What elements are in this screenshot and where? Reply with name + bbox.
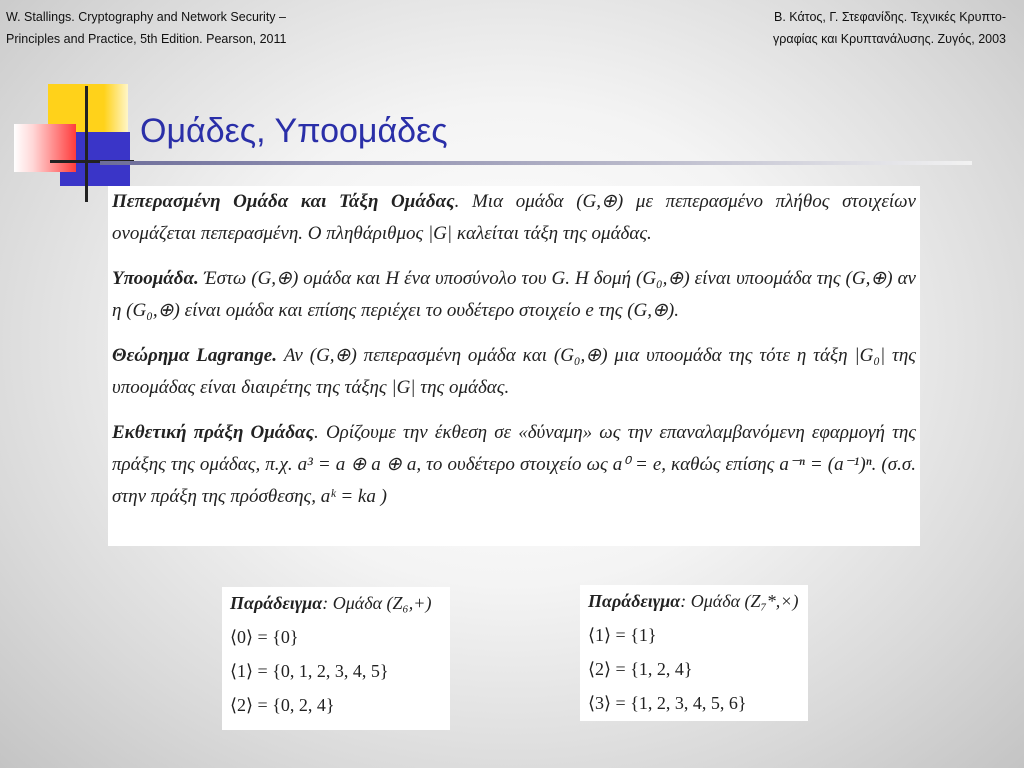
term-lagrange: Θεώρημα Lagrange. [112, 345, 277, 366]
term-finite-group: Πεπερασμένη Ομάδα και Τάξη Ομάδας [112, 191, 455, 212]
citation-katos [773, 6, 1006, 50]
example-row: ⟨3⟩ = {1, 2, 3, 4, 5, 6} [588, 693, 747, 713]
paragraph-lagrange [112, 340, 916, 404]
example-row: ⟨1⟩ = {0, 1, 2, 3, 4, 5} [230, 661, 389, 681]
citation-line: γραφίας και Κρυπτανάλυσης. Ζυγός, 2003 [772, 32, 1006, 46]
decor-vertical-line [85, 86, 88, 202]
example-z7 [580, 585, 808, 721]
example-row: ⟨0⟩ = {0} [230, 627, 299, 647]
example-heading [230, 593, 442, 614]
example-z6 [222, 587, 450, 730]
example-group: : Ομάδα (Z₇*,×) [680, 591, 799, 611]
citation-line: Β. Κάτος, Γ. Στεφανίδης. Τεχνικές Κρυπτο- [773, 10, 1006, 24]
title-underline [100, 161, 972, 165]
example-label: Παράδειγμα [588, 591, 681, 611]
definitions-box [108, 186, 920, 546]
example-heading [588, 591, 800, 612]
paragraph-subgroup [112, 263, 916, 327]
term-subgroup: Υποομάδα. [112, 268, 199, 289]
example-group: : Ομάδα (Z₆,+) [322, 593, 432, 613]
citation-line: W. Stallings. Cryptography and Network Security – [6, 10, 286, 24]
paragraph-body: . Μια ομάδα (G,⊕) με πεπερασμένο πλήθος στοιχείων ονομάζεται πεπερασμένη. Ο πληθάριθμος |G| καλείται τάξη της ομάδας. [112, 191, 916, 244]
paragraph-finite-group [112, 186, 916, 250]
paragraph-exponent [112, 417, 916, 513]
slide-title: Ομάδες, Υποομάδες [140, 112, 448, 150]
decor-red-square [14, 124, 76, 172]
example-row: ⟨2⟩ = {1, 2, 4} [588, 659, 693, 679]
paragraph-body: . Ορίζουμε την έκθεση σε «δύναμη» ως την επαναλαμβανόμενη εφαρμογή της πράξης της ομάδας, π.χ. a³ = a ⊕ a ⊕ a, το ουδέτερο στοιχείο ως a⁰ = e, καθώς επίσης a⁻ⁿ = (a⁻¹)ⁿ. (σ.σ. στην πράξη της πρόσθεσης, aᵏ = ka ) [112, 422, 917, 507]
example-row: ⟨2⟩ = {0, 2, 4} [230, 695, 335, 715]
citation-line: Principles and Practice, 5th Edition. Pearson, 2011 [6, 32, 287, 46]
citation-stallings [6, 6, 287, 50]
example-row: ⟨1⟩ = {1} [588, 625, 657, 645]
paragraph-body: Αν (G,⊕) πεπερασμένη ομάδα και (G₀,⊕) μια υποομάδα της τότε η τάξη |G₀| της υποομάδας είναι διαιρέτης της τάξης |G| της ομάδας. [112, 345, 916, 398]
term-exponent: Εκθετική πράξη Ομάδας [112, 422, 315, 443]
paragraph-body: Έστω (G,⊕) ομάδα και H ένα υποσύνολο του G. Η δομή (G₀,⊕) είναι υποομάδα της (G,⊕) αν η (G₀,⊕) είναι ομάδα και επίσης περιέχει το ουδέτερο στοιχείο e της (G,⊕). [112, 268, 916, 321]
example-label: Παράδειγμα [230, 593, 323, 613]
